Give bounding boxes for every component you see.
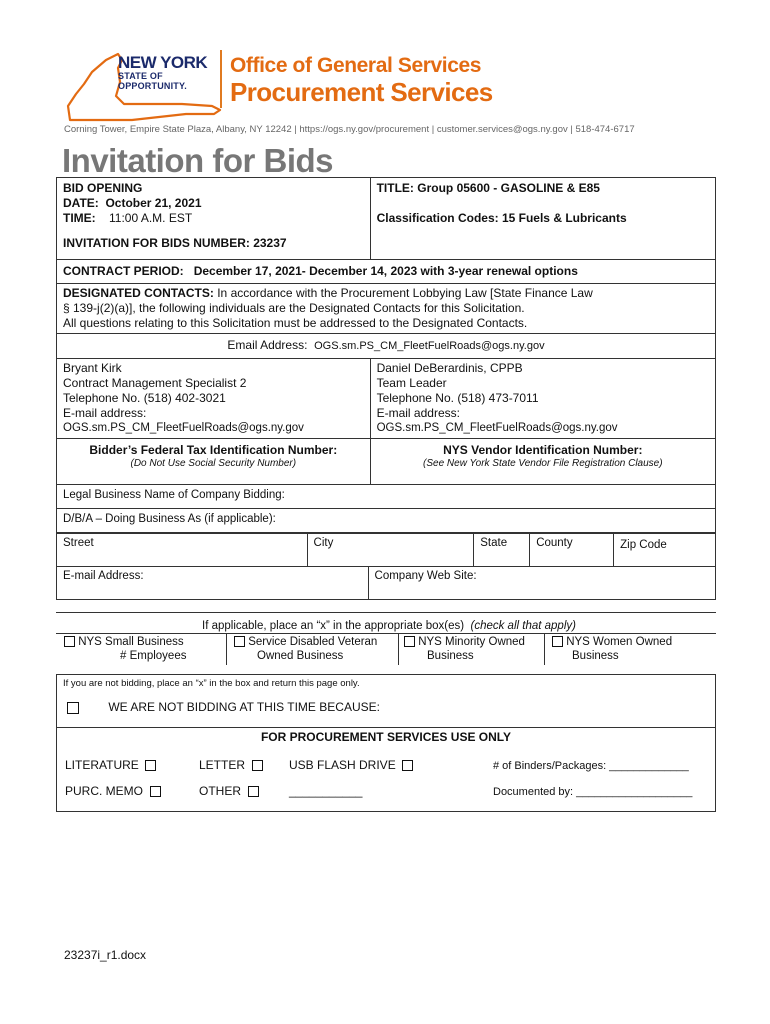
- small-business-line1: NYS Small Business: [78, 636, 184, 648]
- not-bidding-label: WE ARE NOT BIDDING AT THIS TIME BECAUSE:: [108, 700, 380, 714]
- bid-info-table: [56, 177, 716, 533]
- classification-codes: Classification Codes: 15 Fuels & Lubricants: [376, 211, 627, 225]
- city-field[interactable]: [307, 534, 474, 567]
- bidder-email-label: E-mail Address:: [63, 570, 144, 582]
- page-title: Invitation for Bids: [62, 142, 333, 179]
- contact-1-email: OGS.sm.PS_CM_FleetFuelRoads@ogs.ny.gov: [63, 422, 304, 434]
- sdvob-checkbox[interactable]: [234, 636, 245, 647]
- purc-memo-checkbox[interactable]: [150, 786, 161, 797]
- address-table: [56, 533, 716, 567]
- county-label: County: [536, 537, 573, 549]
- contract-period-value: December 17, 2021- December 14, 2023 with 3-year renewal options: [193, 264, 578, 278]
- contact-2-phone: Telephone No. (518) 473-7011: [376, 391, 539, 405]
- designated-email-cell: [57, 334, 716, 359]
- literature-label: LITERATURE: [65, 758, 139, 772]
- state-label: State: [480, 537, 508, 549]
- legal-name-field[interactable]: [57, 485, 716, 509]
- zip-field[interactable]: [614, 534, 716, 567]
- usb-label: USB FLASH DRIVE: [289, 758, 396, 772]
- other-label: OTHER: [199, 784, 241, 798]
- vendor-id-note: (See New York State Vendor File Registration Clause): [423, 458, 663, 469]
- footer-filename: 23237i_r1.docx: [64, 948, 147, 962]
- contact-1-role: Contract Management Specialist 2: [63, 376, 247, 390]
- bid-opening-label: BID OPENING: [63, 181, 143, 195]
- tax-id-cell[interactable]: [57, 439, 371, 485]
- dba-field[interactable]: [57, 509, 716, 533]
- vendor-id-label: NYS Vendor Identification Number:: [443, 443, 643, 457]
- time-value: 11:00 A.M. EST: [109, 211, 193, 225]
- divider: [226, 633, 227, 665]
- designated-contacts-cell: [57, 284, 716, 334]
- not-bidding-instruction: If you are not bidding, place an “x” in the box and return this page only.: [63, 678, 360, 689]
- purc-memo-label: PURC. MEMO: [65, 784, 143, 798]
- procurement-use-heading: FOR PROCUREMENT SERVICES USE ONLY: [260, 730, 512, 744]
- sdvob-option[interactable]: [234, 635, 377, 663]
- title-cell: [370, 178, 715, 260]
- usb-checkbox[interactable]: [402, 760, 413, 771]
- time-label: TIME:: [63, 211, 96, 225]
- date-label: DATE:: [63, 196, 99, 210]
- designated-label: DESIGNATED CONTACTS:: [63, 286, 214, 300]
- website-label: Company Web Site:: [374, 570, 477, 582]
- nys-logo-line3: OPPORTUNITY.: [118, 81, 187, 91]
- contract-period-cell: [57, 260, 716, 284]
- web-table: [56, 566, 716, 600]
- tax-id-note: (Do Not Use Social Security Number): [130, 458, 297, 469]
- business-type-intro-text: If applicable, place an “x” in the appropriate box(es): [202, 620, 465, 632]
- city-label: City: [313, 537, 334, 549]
- contract-period-label: CONTRACT PERIOD:: [63, 264, 184, 278]
- letter-label: LETTER: [199, 758, 246, 772]
- business-type-section: [56, 612, 716, 665]
- purc-memo-item[interactable]: [65, 784, 161, 799]
- contact-1-cell: [57, 359, 371, 439]
- literature-item[interactable]: [65, 758, 156, 773]
- street-field[interactable]: [57, 534, 308, 567]
- designated-text2: § 139-j(2)(a)], the following individuals are the Designated Contacts for this Solicitation.: [63, 301, 525, 315]
- letter-item[interactable]: [199, 758, 263, 773]
- small-business-line2: # Employees: [120, 650, 187, 662]
- bid-opening-cell: [57, 178, 371, 260]
- documented-by-field[interactable]: Documented by: ___________________: [493, 786, 693, 798]
- mbe-checkbox[interactable]: [404, 636, 415, 647]
- tax-id-label: Bidder’s Federal Tax Identification Number:: [89, 443, 338, 457]
- contact-2-name: Daniel DeBerardinis, CPPB: [376, 361, 523, 375]
- website-field[interactable]: [368, 567, 715, 600]
- letter-checkbox[interactable]: [252, 760, 263, 771]
- contact-2-role: Team Leader: [376, 376, 447, 390]
- zip-label: Zip Code: [620, 539, 667, 551]
- contact-1-phone: Telephone No. (518) 402-3021: [63, 391, 226, 405]
- contact-2-email-label: E-mail address:: [376, 406, 460, 420]
- business-type-intro-note: (check all that apply): [470, 620, 576, 632]
- section-divider: [57, 727, 715, 728]
- street-label: Street: [63, 537, 94, 549]
- division-name: Procurement Services: [230, 77, 493, 107]
- not-bidding-section: [56, 674, 716, 812]
- mbe-line2: Business: [427, 650, 474, 662]
- contact-2-cell: [370, 359, 715, 439]
- designated-email: OGS.sm.PS_CM_FleetFuelRoads@ogs.ny.gov: [314, 340, 545, 352]
- state-field[interactable]: [474, 534, 530, 567]
- other-blank-field[interactable]: ___________: [289, 784, 363, 798]
- literature-checkbox[interactable]: [145, 760, 156, 771]
- wbe-option[interactable]: [552, 635, 672, 663]
- nys-logo-line1: NEW YORK: [118, 53, 208, 72]
- sdvob-line1: Service Disabled Veteran: [248, 636, 378, 648]
- office-name: Office of General Services: [230, 54, 482, 77]
- email-label: Email Address:: [227, 338, 308, 352]
- sdvob-line2: Owned Business: [257, 650, 344, 662]
- designated-text1: In accordance with the Procurement Lobbying Law [State Finance Law: [213, 286, 593, 300]
- other-checkbox[interactable]: [248, 786, 259, 797]
- mbe-line1: NYS Minority Owned: [418, 636, 525, 648]
- contact-1-name: Bryant Kirk: [63, 361, 122, 375]
- other-item[interactable]: [199, 784, 259, 799]
- logo-divider: [220, 50, 222, 108]
- divider: [544, 633, 545, 665]
- email-field[interactable]: [57, 567, 369, 600]
- business-type-divider: [56, 633, 716, 634]
- nys-logo-text: [118, 54, 207, 91]
- business-type-intro: [202, 619, 576, 634]
- mbe-option[interactable]: [404, 635, 525, 663]
- usb-item[interactable]: [289, 758, 413, 773]
- small-business-option[interactable]: [64, 635, 186, 663]
- date-value: October 21, 2021: [105, 196, 202, 210]
- legal-name-label: Legal Business Name of Company Bidding:: [63, 489, 285, 501]
- wbe-line1: NYS Women Owned: [566, 636, 673, 648]
- county-field[interactable]: [530, 534, 614, 567]
- bid-title: TITLE: Group 05600 - GASOLINE & E85: [376, 181, 600, 195]
- designated-text3: All questions relating to this Solicitation must be addressed to the Designated Contacts.: [63, 316, 528, 330]
- binders-field[interactable]: # of Binders/Packages: _____________: [493, 760, 689, 772]
- contact-1-email-label: E-mail address:: [63, 406, 147, 420]
- vendor-id-cell[interactable]: [370, 439, 715, 485]
- ifb-number: INVITATION FOR BIDS NUMBER: 23237: [63, 236, 287, 250]
- wbe-line2: Business: [572, 650, 619, 662]
- nys-logo-line2: STATE OF: [118, 71, 163, 81]
- contact-line: Corning Tower, Empire State Plaza, Albany, NY 12242 | https://ogs.ny.gov/procurement | customer.services@ogs.ny.gov | 518-474-6717: [64, 124, 635, 135]
- wbe-checkbox[interactable]: [552, 636, 563, 647]
- not-bidding-checkbox[interactable]: [67, 702, 79, 714]
- divider: [398, 633, 399, 665]
- dba-label: D/B/A – Doing Business As (if applicable):: [63, 513, 276, 525]
- contact-2-email: OGS.sm.PS_CM_FleetFuelRoads@ogs.ny.gov: [376, 422, 618, 434]
- not-bidding-row[interactable]: [67, 700, 380, 714]
- small-business-checkbox[interactable]: [64, 636, 75, 647]
